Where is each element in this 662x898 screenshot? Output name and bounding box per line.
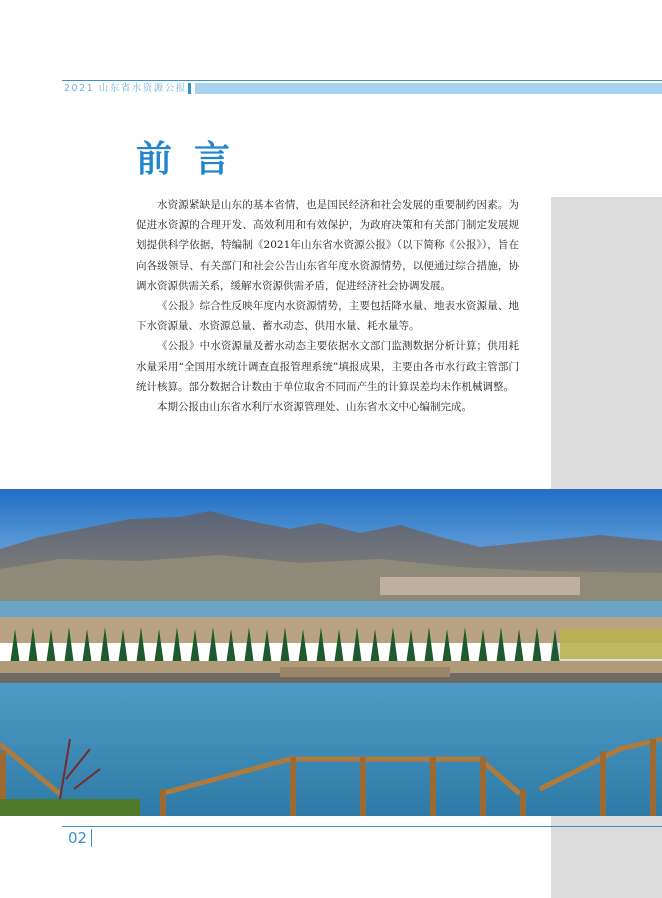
footer-rule	[62, 826, 662, 827]
header-rule	[62, 80, 662, 81]
preface-body	[136, 195, 519, 417]
header-color-bar	[195, 83, 662, 94]
page-title: 前言	[136, 139, 253, 180]
paragraph: 《公报》综合性反映年度内水资源情势，主要包括降水量、地表水资源量、地下水资源量、水资源总量、蓄水动态、供用水量、耗水量等。	[136, 300, 519, 333]
page-number: 02	[68, 829, 88, 847]
paragraph: 《公报》中水资源量及蓄水动态主要依据水文部门监测数据分析计算；供用耗水量采用“全国用水统计调查直报管理系统”填报成果，主要由各市水行政主管部门统计核算。部分数据合计数由于单位取舍不同而产生的计算误差均未作机械调整。	[136, 340, 519, 393]
paragraph: 水资源紧缺是山东的基本省情，也是国民经济和社会发展的重要制约因素。为促进水资源的合理开发、高效利用和有效保护，为政府决策和有关部门制定发展规划提供科学依据，特编制《2021年山东省水资源公报》（以下简称《公报》），旨在向各级领导、有关部门和社会公告山东省年度水资源情势，以便通过综合措施，协调水资源供需关系，缓解水资源供需矛盾，促进经济社会协调发展。	[136, 199, 519, 292]
lake-landscape-photo	[0, 489, 662, 816]
paragraph: 本期公报由山东省水利厅水资源管理处、山东省水文中心编制完成。	[157, 401, 472, 414]
header-separator	[188, 83, 191, 94]
running-header: 2021 山东省水资源公报	[64, 83, 187, 94]
page-number-bar	[91, 829, 92, 847]
